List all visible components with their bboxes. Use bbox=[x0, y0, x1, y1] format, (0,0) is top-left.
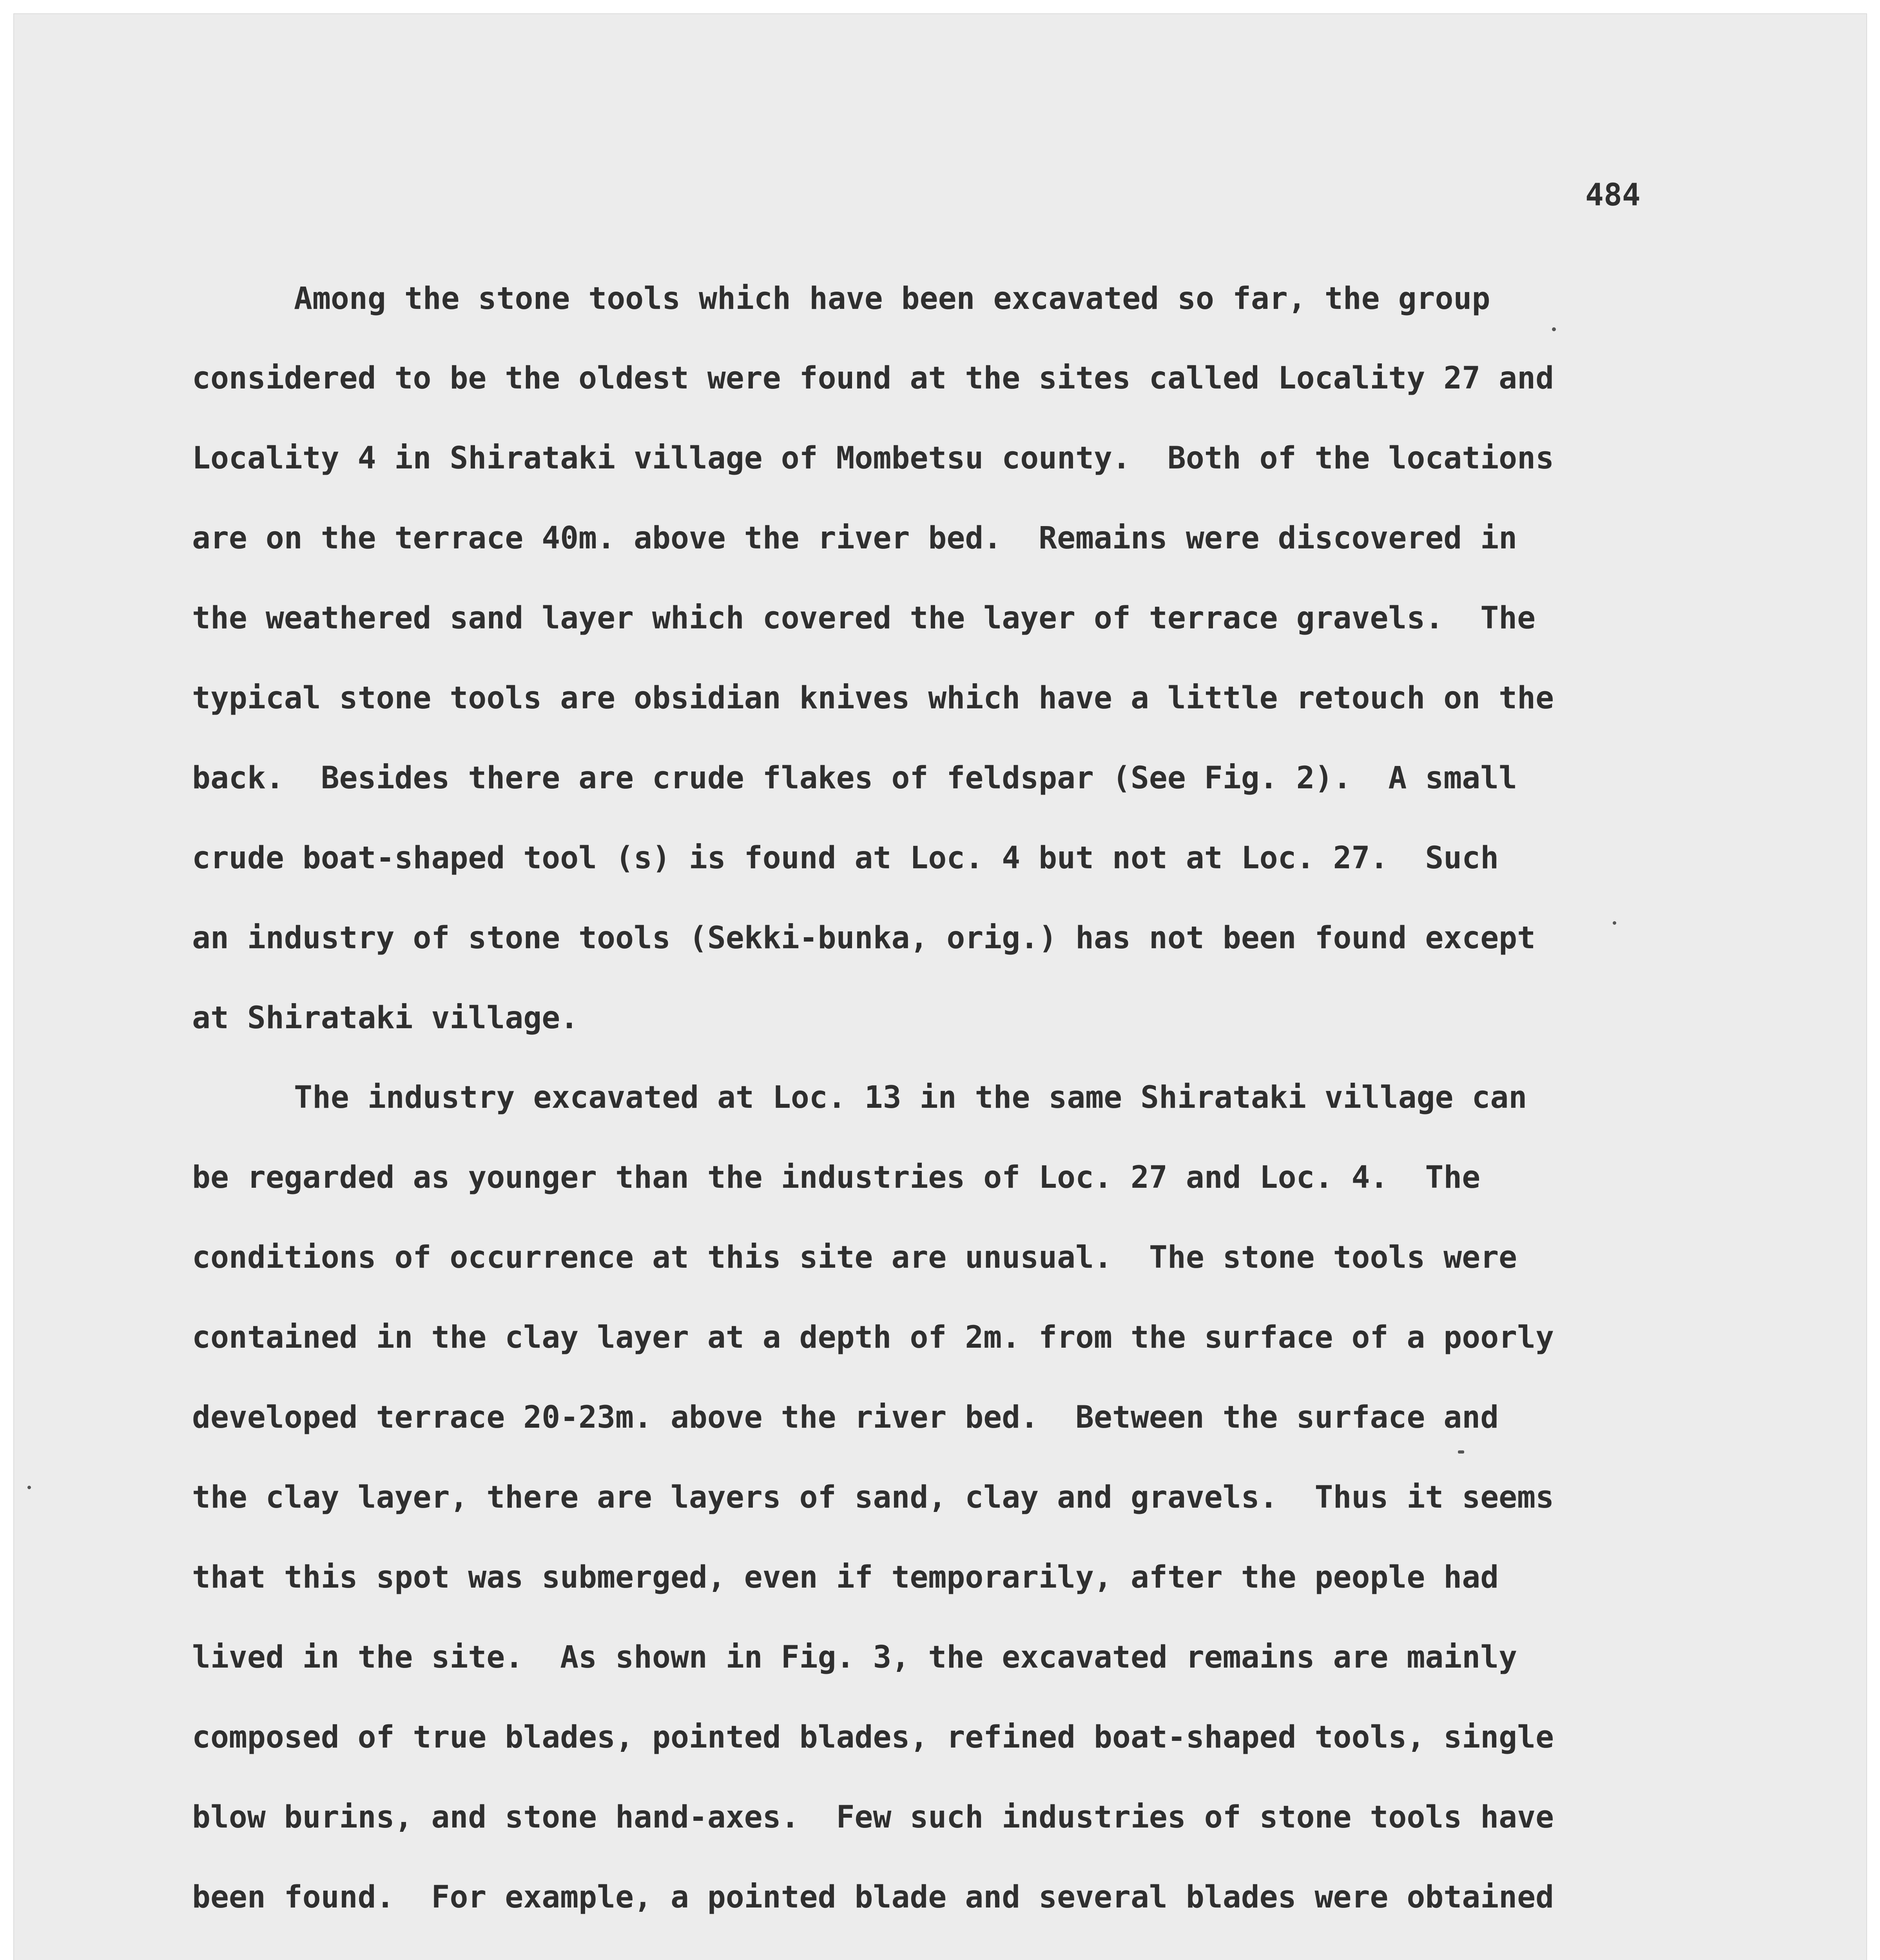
page-number: 484 bbox=[1585, 178, 1641, 213]
text-line: conditions of occurrence at this site are unusual. The stone tools were bbox=[192, 1240, 1517, 1275]
text-line: considered to be the oldest were found at the sites called Locality 27 and bbox=[192, 361, 1554, 396]
text-line: back. Besides there are crude flakes of feldspar (See Fig. 2). A small bbox=[192, 760, 1517, 796]
text-line: the weathered sand layer which covered the layer of terrace gravels. The bbox=[192, 601, 1536, 636]
text-line: been found. For example, a pointed blade and several blades were obtained bbox=[192, 1880, 1554, 1915]
text-line: The industry excavated at Loc. 13 in the same Shirataki village can bbox=[294, 1080, 1527, 1115]
text-line: at Shirataki village. bbox=[192, 1000, 579, 1036]
text-line bbox=[192, 1956, 1462, 1960]
text-line: that this spot was submerged, even if temporarily, after the people had bbox=[192, 1560, 1499, 1595]
scan-speck bbox=[27, 1486, 31, 1489]
text-line: developed terrace 20-23m. above the river bed. Between the surface and bbox=[192, 1400, 1499, 1435]
text-line: typical stone tools are obsidian knives which have a little retouch on the bbox=[192, 681, 1554, 716]
text-line: crude boat-shaped tool (s) is found at Loc. 4 but not at Loc. 27. Such bbox=[192, 840, 1499, 876]
text-line: are on the terrace 40m. above the river bed. Remains were discovered in bbox=[192, 521, 1517, 556]
text-line: an industry of stone tools (Sekki-bunka, orig.) has not been found except bbox=[192, 920, 1536, 956]
text-line: the clay layer, there are layers of sand, clay and gravels. Thus it seems bbox=[192, 1480, 1554, 1515]
scan-speck bbox=[1458, 1450, 1464, 1454]
text-line: lived in the site. As shown in Fig. 3, the excavated remains are mainly bbox=[192, 1640, 1517, 1675]
scan-speck bbox=[1613, 921, 1616, 925]
text-line: blow burins, and stone hand-axes. Few such industries of stone tools have bbox=[192, 1800, 1554, 1835]
text-line: composed of true blades, pointed blades, refined boat-shaped tools, single bbox=[192, 1720, 1554, 1755]
text-line: contained in the clay layer at a depth of 2m. from the surface of a poorly bbox=[192, 1320, 1554, 1355]
text-line: be regarded as younger than the industries of Loc. 27 and Loc. 4. The bbox=[192, 1160, 1481, 1195]
text-line: Among the stone tools which have been excavated so far, the group bbox=[294, 281, 1490, 316]
scan-speck bbox=[1552, 327, 1556, 331]
text-line: Locality 4 in Shirataki village of Mombetsu county. Both of the locations bbox=[192, 441, 1554, 476]
